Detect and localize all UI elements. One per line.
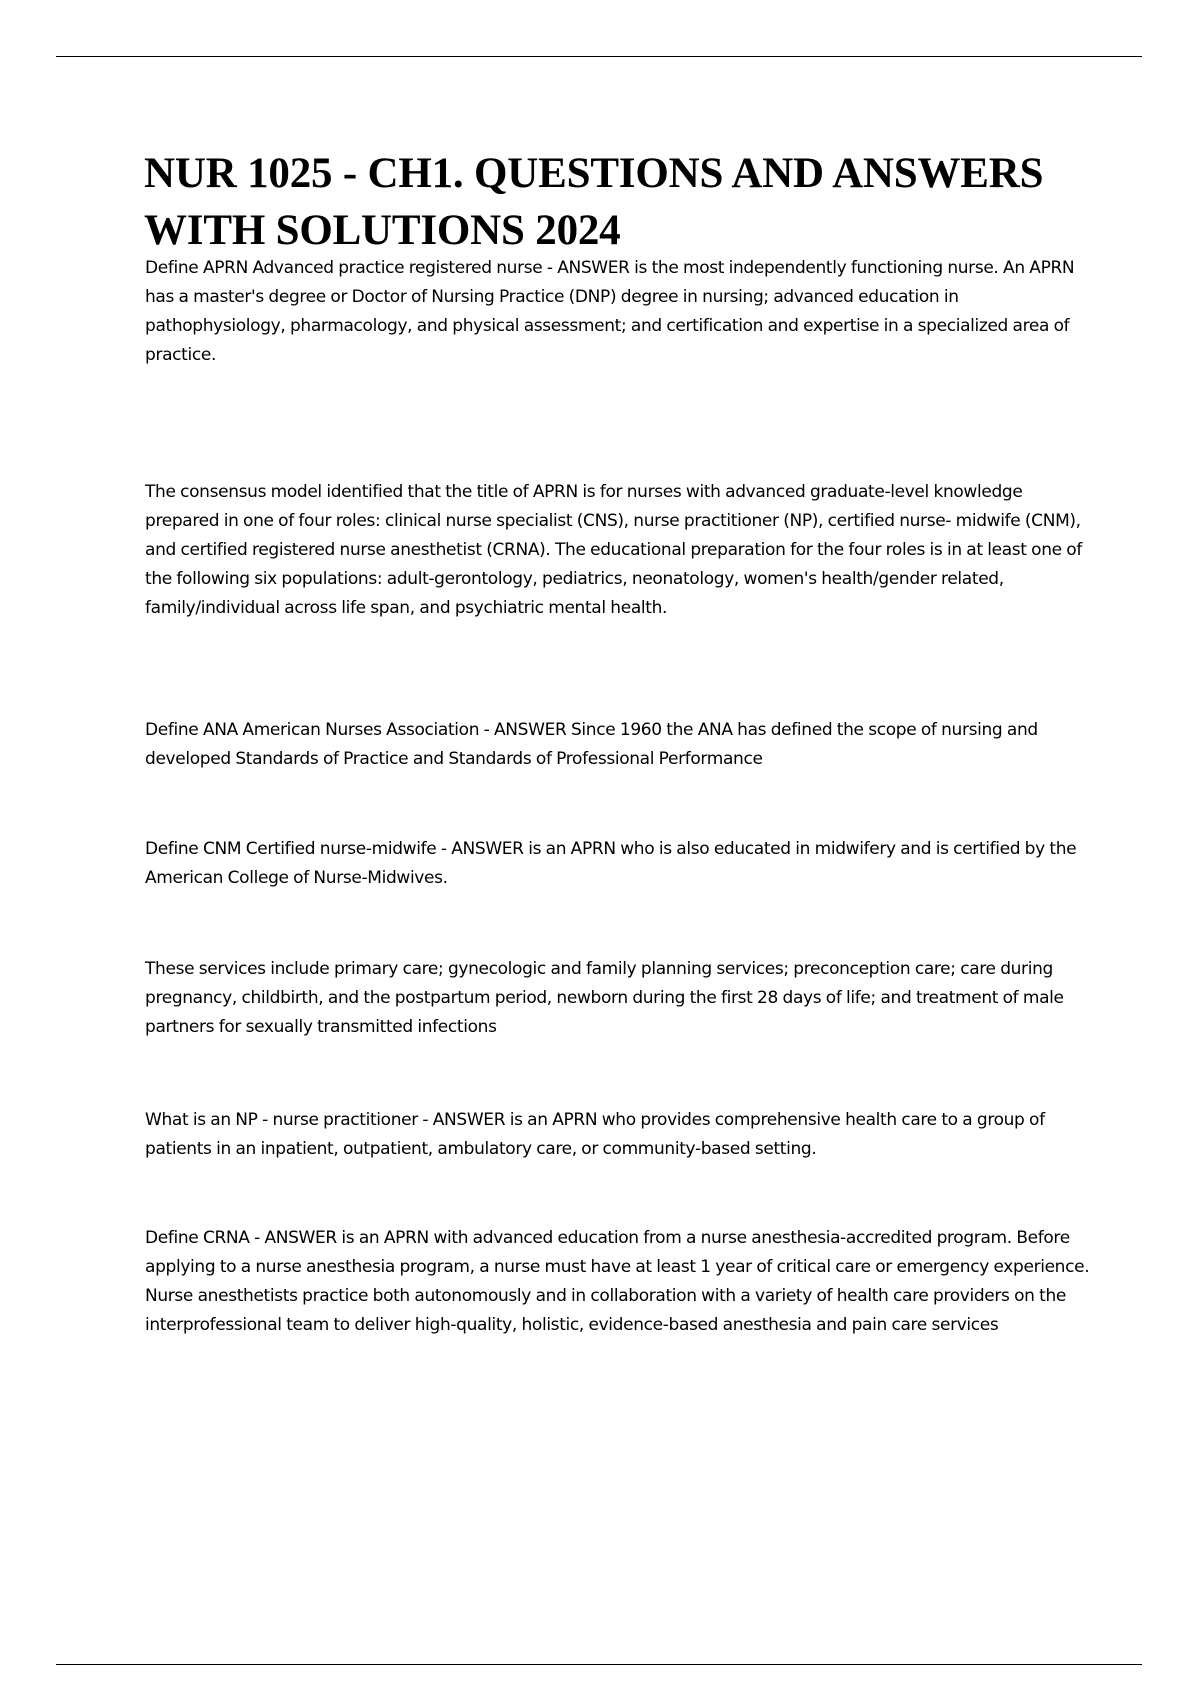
top-divider [56,56,1142,57]
qa-entry-consensus-model: The consensus model identified that the title of APRN is for nurses with advanced graduate-level knowledge prepared in one of four roles: clinical nurse specialist (CNS), nurse practitioner (NP), certified nurse- midwife (CNM), and certified registered nurse anesthetist (CRNA). The educational preparation for the four roles is in at least one of the following six populations: adult-gerontology, pediatrics, neonatology, women's health/gender related, family/individual across life span, and psychiatric mental health. [145,482,1082,618]
qa-entry-aprn: Define APRN Advanced practice registered nurse - ANSWER is the most independently functioning nurse. An APRN has a master's degree or Doctor of Nursing Practice (DNP) degree in nursing; advanced education in pathophysiology, pharmacology, and physical assessment; and certification and expertise in a specialized area of practice. [145,258,1075,365]
qa-entry-crna: Define CRNA - ANSWER is an APRN with advanced education from a nurse anesthesia-accredited program. Before applying to a nurse anesthesia program, a nurse must have at least 1 year of critical care or emergency experience. Nurse anesthetists practice both autonomously and in collaboration with a variety of health care providers on the interprofessional team to deliver high-quality, holistic, evidence-based anesthesia and pain care services [145,1228,1090,1335]
qa-entry-cnm-services: These services include primary care; gynecologic and family planning services; preconception care; care during pregnancy, childbirth, and the postpartum period, newborn during the first 28 days of life; and treatment of male partners for sexually transmitted infections [145,959,1064,1037]
qa-entry-ana: Define ANA American Nurses Association - ANSWER Since 1960 the ANA has defined the scope of nursing and developed Standards of Practice and Standards of Professional Performance [145,720,1038,769]
qa-entry-np: What is an NP - nurse practitioner - ANSWER is an APRN who provides comprehensive health care to a group of patients in an inpatient, outpatient, ambulatory care, or community-based setting. [145,1110,1045,1159]
document-title: NUR 1025 - CH1. QUESTIONS AND ANSWERS WITH SOLUTIONS 2024 [144,150,1044,254]
bottom-divider [56,1664,1142,1665]
qa-entry-cnm: Define CNM Certified nurse-midwife - ANSWER is an APRN who is also educated in midwifery and is certified by the American College of Nurse-Midwives. [145,839,1077,888]
